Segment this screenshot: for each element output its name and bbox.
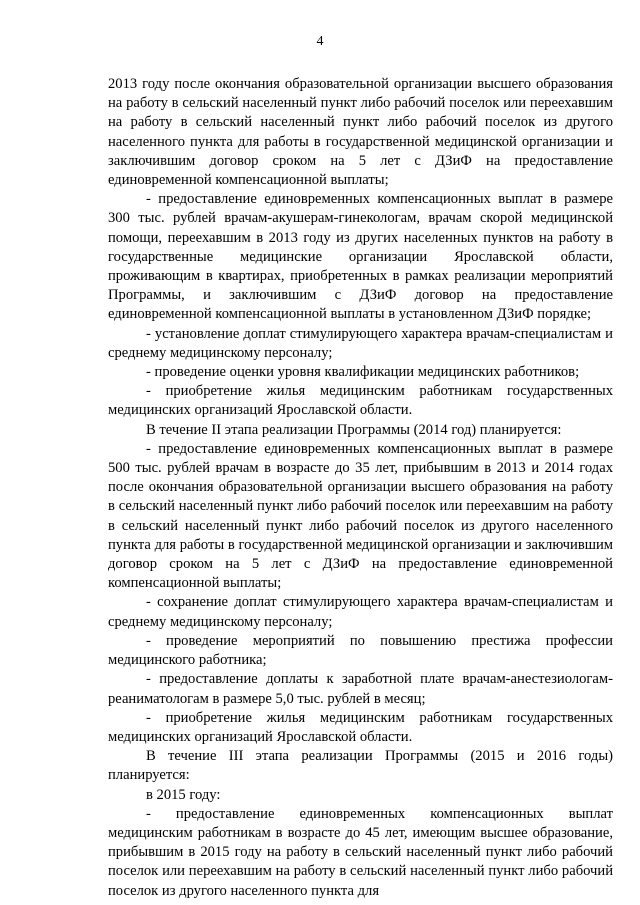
paragraph: В течение III этапа реализации Программы (2015 и 2016 годы) планируется: bbox=[108, 748, 613, 784]
paragraph: - предоставление единовременных компенсационных выплат в размере 300 тыс. рублей врачам-акушерам-гинекологам, врачам скорой медицинской помощи, переехавшим в 2013 году из других населенных пунктов на работу в государственные медицинские организации Ярославской области, проживающим в квартирах, приобретенных в рамках реализации мероприятий Программы, и заключившим с ДЗиФ договор на предоставление единовременной компенсационной выплаты в установленном ДЗиФ порядке; bbox=[108, 191, 613, 323]
paragraph: - предоставление единовременных компенсационных выплат медицинским работникам в возрасте до 45 лет, имеющим высшее образование, прибывшим в 2015 году на работу в сельский населенный пункт либо рабочий поселок или переехавшим на работу в сельский населенный пункт либо рабочий поселок из другого населенного пункта для bbox=[108, 805, 613, 899]
page-number: 4 bbox=[316, 34, 324, 49]
paragraph: - предоставление доплаты к заработной плате врачам-анестезиологам-реаниматологам в размере 5,0 тыс. рублей в месяц; bbox=[108, 671, 613, 707]
paragraph: в 2015 году: bbox=[146, 786, 221, 803]
paragraph: - предоставление единовременных компенсационных выплат в размере 500 тыс. рублей врачам в возрасте до 35 лет, прибывшим в 2013 и 2014 годах после окончания образовательной организации высшего образования на работу в сельский населенный пункт либо рабочий поселок или переехавшим на работу в сельский населенный пункт либо рабочий поселок из другого населенного пункта для работы в государственной медицинской организации и заключившим договор сроком на 5 лет с ДЗиФ на предоставление единовременной компенсационной выплаты; bbox=[108, 440, 613, 592]
paragraph: - проведение мероприятий по повышению престижа профессии медицинского работника; bbox=[108, 632, 613, 669]
paragraph: В течение II этапа реализации Программы (2014 год) планируется: bbox=[146, 421, 562, 438]
paragraph: - приобретение жилья медицинским работникам государственных медицинских организаций Ярославской области. bbox=[108, 383, 613, 419]
paragraph: - проведение оценки уровня квалификации медицинских работников; bbox=[146, 364, 580, 381]
paragraph: - установление доплат стимулирующего характера врачам-специалистам и среднему медицинскому персоналу; bbox=[108, 325, 613, 361]
body-text bbox=[108, 75, 613, 901]
paragraph: 2013 году после окончания образовательной организации высшего образования на работу в сельский населенный пункт либо рабочий поселок или переехавшим на работу в сельский населенный пункт либо рабочий поселок из другого населенного пункта для работы в государственной медицинской организации и заключившим договор сроком на 5 лет с ДЗиФ на предоставление единовременной компенсационной выплаты; bbox=[108, 76, 613, 189]
paragraph: - сохранение доплат стимулирующего характера врачам-специалистам и среднему медицинскому персоналу; bbox=[108, 594, 613, 630]
paragraph: - приобретение жилья медицинским работникам государственных медицинских организаций Ярославской области. bbox=[108, 709, 613, 745]
